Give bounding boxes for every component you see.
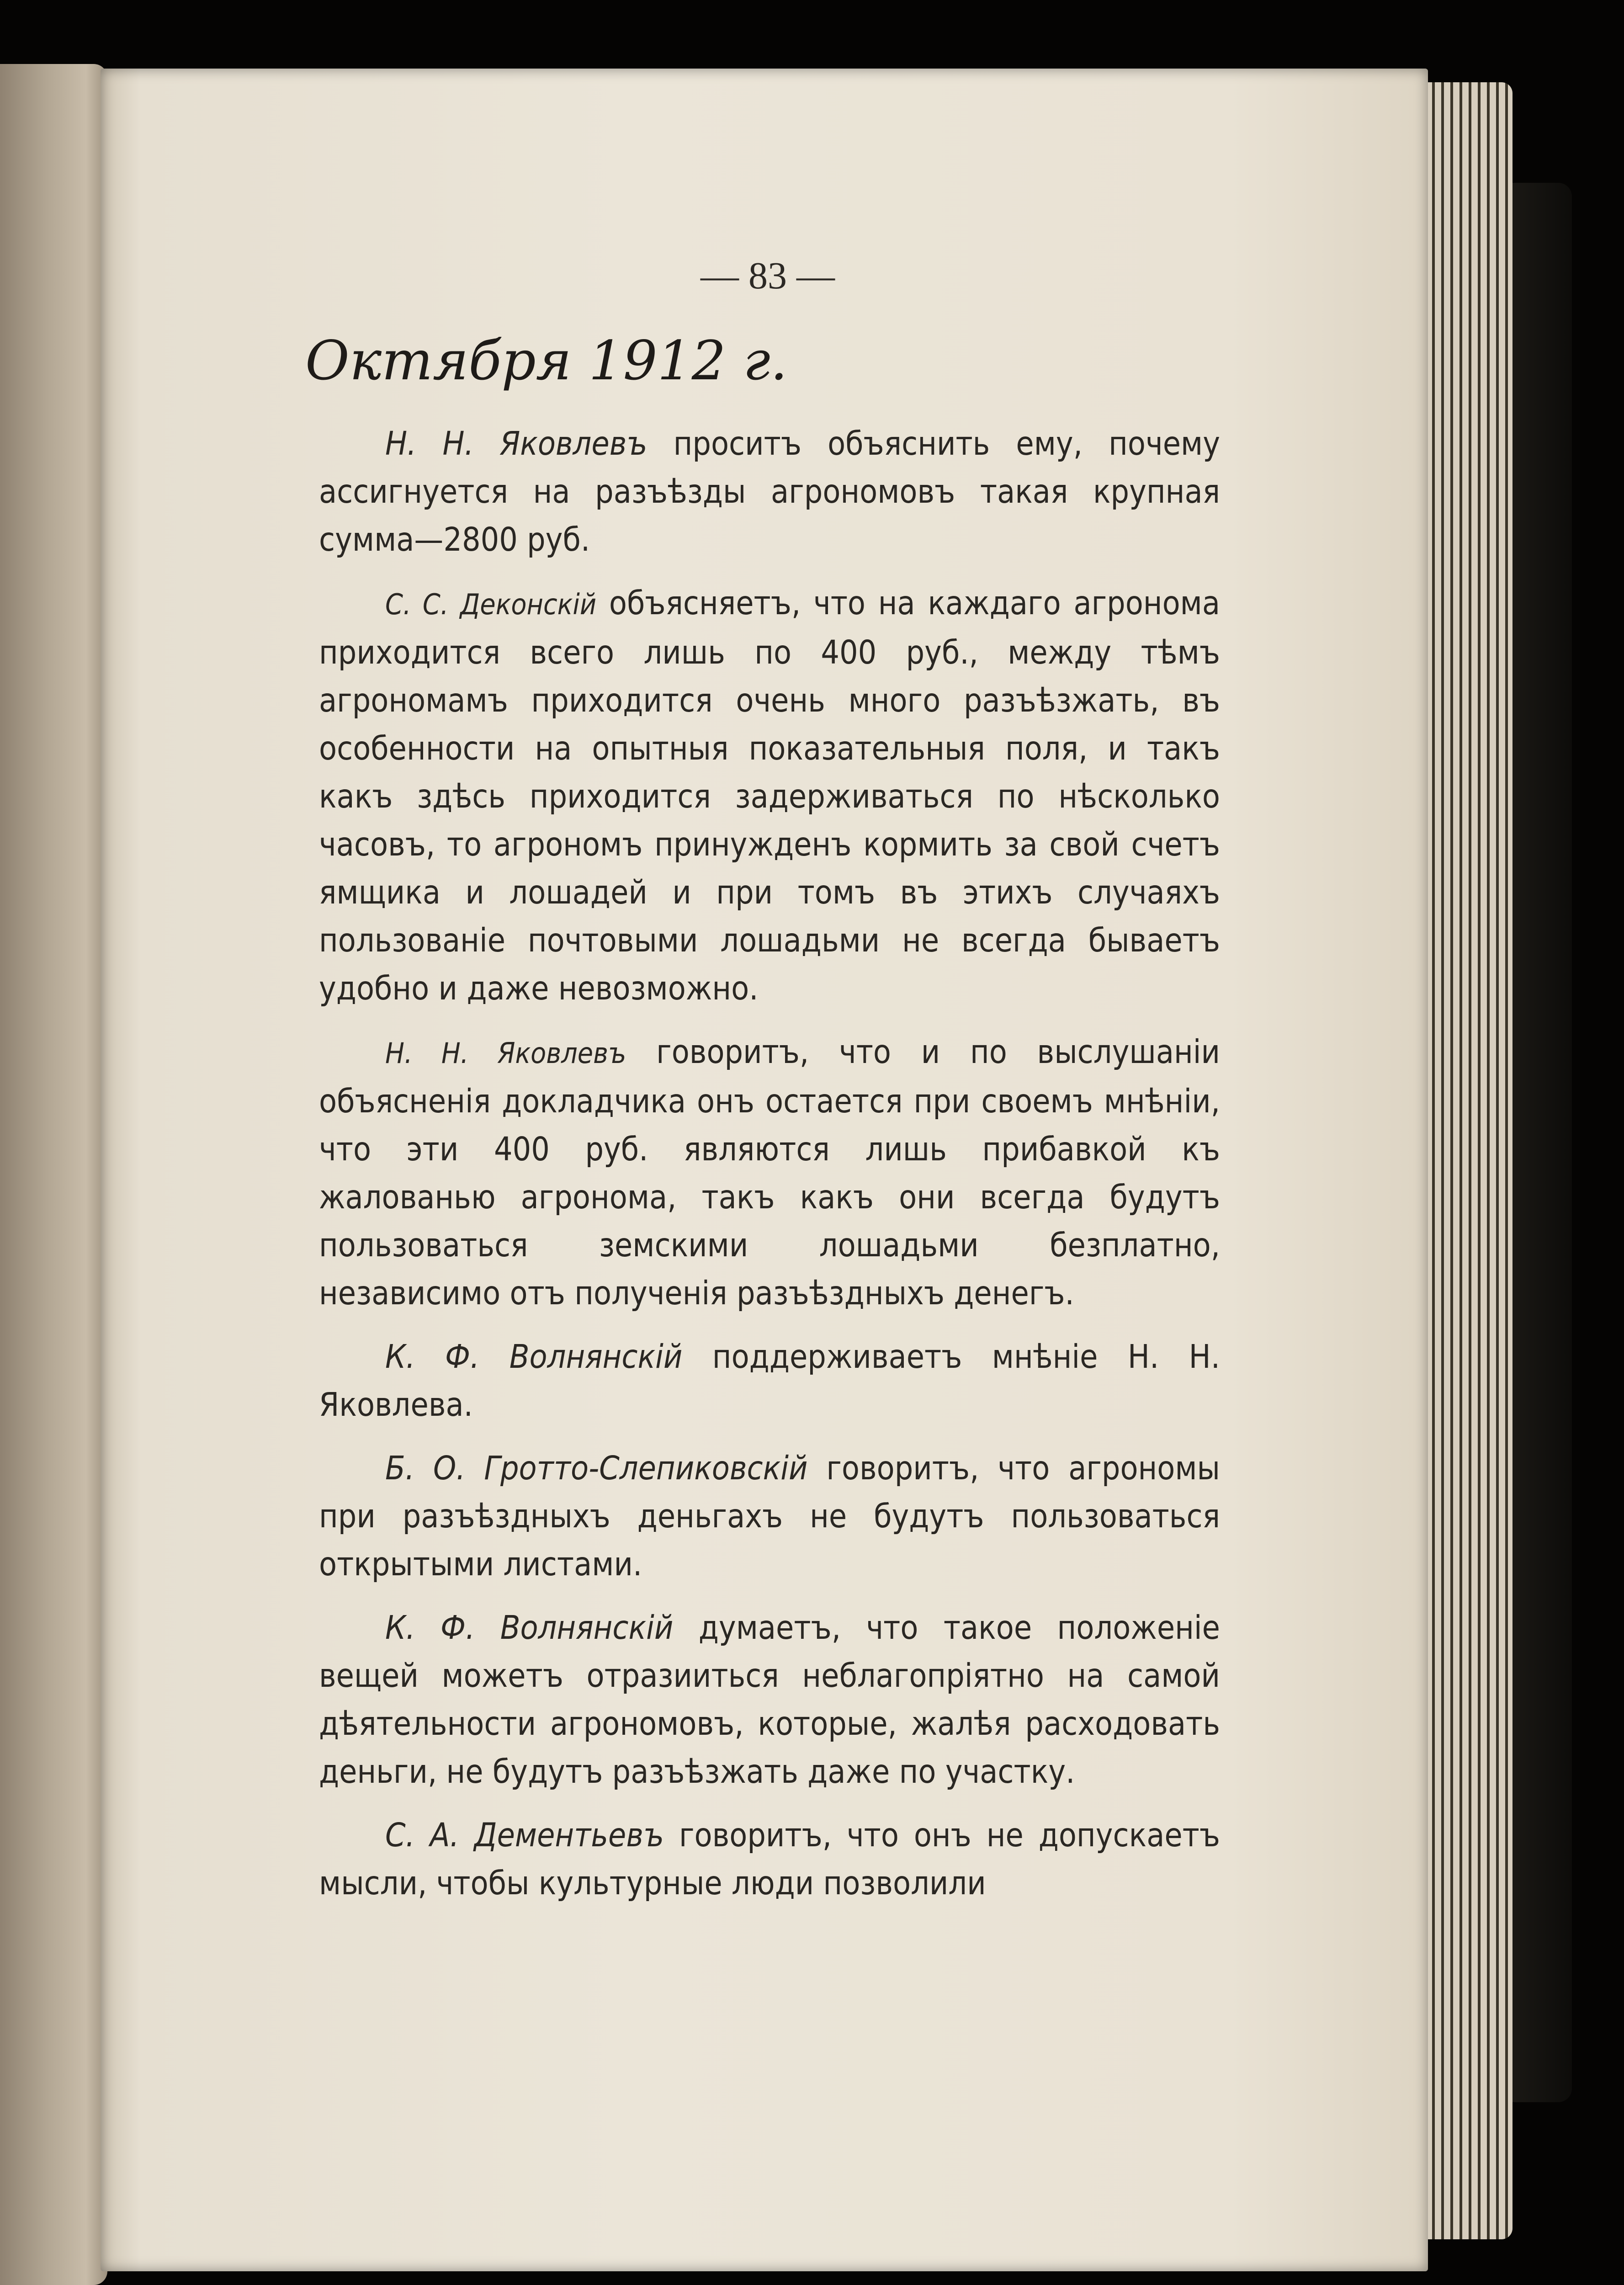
speaker-name: С. С. Деконскій xyxy=(385,588,597,621)
paragraph-1 xyxy=(319,420,1220,563)
paragraph-text: поддерживаетъ мнѣніе Н. Н. Яковлева. xyxy=(319,1338,1220,1424)
left-page-edge xyxy=(0,64,107,2285)
page-body xyxy=(319,420,1220,1907)
paragraph-4 xyxy=(319,1333,1220,1429)
paragraph-text: говоритъ, что агрономы при разъѣздныхъ деньгахъ не будутъ пользоваться открытыми листами. xyxy=(319,1449,1220,1583)
speaker-name: Б. О. Гротто-Слепиковскій xyxy=(385,1449,808,1487)
paragraph-text: говоритъ, что онъ не допускаетъ мысли, чтобы культурные люди позволили xyxy=(319,1816,1220,1902)
page-number: — 83 — xyxy=(701,255,835,297)
page-heading: Октября 1912 г. xyxy=(305,329,788,392)
paragraph-6 xyxy=(319,1604,1220,1796)
paragraph-text: объясняетъ, что на каждаго агронома приходится всего лишь по 400 руб., между тѣмъ агрономамъ приходится очень много разъѣзжать, въ особенности на опытныя показательныя поля, и такъ какъ здѣсь приходится задерживаться по нѣсколько часовъ, то агрономъ принужденъ кормить за свой счетъ ямщика и лошадей и при томъ въ этихъ случаяхъ пользованіе почтовыми лошадьми не всегда бываетъ удобно и даже невозможно. xyxy=(319,584,1220,1007)
speaker-name: С. А. Дементьевъ xyxy=(385,1816,664,1854)
paragraph-2 xyxy=(319,579,1220,1012)
speaker-name: К. Ф. Волнянскій xyxy=(385,1338,683,1376)
paragraph-5 xyxy=(319,1444,1220,1588)
paragraph-text: думаетъ, что такое положеніе вещей можетъ отразииться неблагопріятно на самой дѣятельности агрономовъ, которые, жалѣя расходовать деньги, не будутъ разъѣзжать даже по участку. xyxy=(319,1609,1220,1791)
book-cover-edge xyxy=(1503,183,1572,2102)
speaker-name: Н. Н. Яковлевъ xyxy=(385,1036,626,1070)
speaker-name: Н. Н. Яковлевъ xyxy=(385,425,647,462)
paragraph-7 xyxy=(319,1811,1220,1907)
speaker-name: К. Ф. Волнянскій xyxy=(385,1609,674,1647)
paragraph-3 xyxy=(319,1028,1220,1317)
paragraph-text: проситъ объяснить ему, почему ассигнуется на разъѣзды агрономовъ такая крупная сумма—2800 руб. xyxy=(319,425,1220,558)
paragraph-text: говоритъ, что и по выслушаніи объясненія докладчика онъ остается при своемъ мнѣніи, что эти 400 руб. являются лишь прибавкой къ жалованью агронома, такъ какъ они всегда будутъ пользоваться земскими лошадьми безплатно, независимо отъ полученія разъѣздныхъ денегъ. xyxy=(319,1033,1221,1312)
